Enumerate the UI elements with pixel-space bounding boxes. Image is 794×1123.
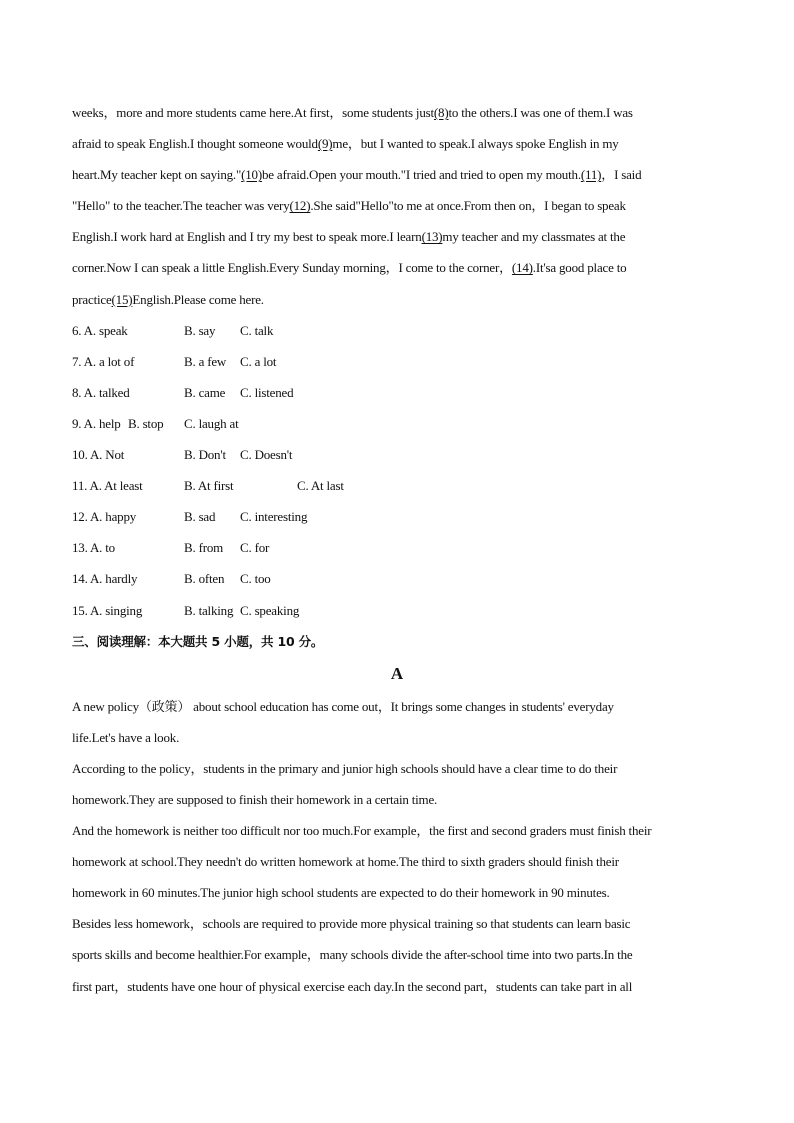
passage-text: me，but I wanted to speak.I always spoke English in my (332, 136, 619, 152)
option-a: 11. A. At least (72, 478, 143, 494)
reading-line: And the homework is neither too difficult nor too much.For example，the first and second graders must finish their (72, 823, 652, 839)
reading-line: homework in 60 minutes.The junior high school students are expected to do their homework in 90 minutes. (72, 885, 610, 901)
blank-number: (11) (580, 167, 602, 183)
blank-number: (9) (317, 136, 333, 152)
option-b: B. from (184, 540, 224, 556)
passage-line (72, 190, 722, 221)
option-b: B. stop (128, 415, 164, 431)
option-b: B. say (184, 322, 216, 338)
question-row (72, 408, 722, 439)
question-row (72, 470, 722, 501)
passage-text: to the others.I was one of them.I was (448, 105, 633, 120)
passage-line (72, 252, 722, 283)
reading-line: homework.They are supposed to finish their homework in a certain time. (72, 791, 438, 807)
question-options (72, 315, 722, 626)
passage-text: .She said"Hello"to me at once.From then on，I began to speak (310, 198, 626, 214)
passage-text: .It'sa good place to (532, 260, 627, 276)
passage-text: ，I said (601, 167, 642, 183)
option-c: C. listened (240, 384, 294, 400)
option-a: 13. A. to (72, 540, 115, 556)
blank-number: (10) (241, 167, 262, 183)
option-a: 8. A. talked (72, 384, 130, 400)
option-a: 10. A. Not (72, 447, 125, 463)
question-row (72, 563, 722, 594)
question-row (72, 439, 722, 470)
passage-line (72, 97, 722, 128)
reading-title: A (390, 663, 404, 683)
passage-text: English.Please come here. (132, 291, 264, 307)
passage-text: my teacher and my classmates at the (442, 229, 626, 245)
option-b: B. Don't (184, 447, 226, 463)
option-a: 9. A. help (72, 415, 121, 431)
option-b: B. a few (184, 353, 227, 369)
passage-text: English.I work hard at English and I try my best to speak more.I learn (72, 229, 422, 245)
document-content (72, 97, 722, 1002)
option-b: B. At first (184, 478, 234, 494)
reading-line: sports skills and become healthier.For example，many schools divide the after-school time into two parts.In the (72, 947, 633, 963)
option-c: C. laugh at (184, 415, 239, 431)
option-c: C. a lot (240, 353, 277, 369)
reading-line: first part，students have one hour of physical exercise each day.In the second part，students can take part in all (72, 978, 633, 994)
passage-text: practice (72, 291, 112, 307)
option-c: C. speaking (240, 602, 300, 618)
passage-text: corner.Now I can speak a little English.Every Sunday morning，I come to the corner， (72, 260, 512, 276)
passage-text: afraid to speak English.I thought someone would (72, 136, 318, 152)
section-heading: 三、阅读理解：本大题共 5 小题，共 10 分。 (72, 633, 324, 649)
option-c: C. too (240, 571, 271, 587)
passage-line (72, 284, 722, 315)
option-b: B. sad (184, 509, 216, 525)
blank-number: (15) (111, 291, 133, 307)
blank-number: (8) (433, 105, 449, 120)
blank-number: (14) (511, 260, 533, 276)
cloze-passage (72, 97, 722, 315)
passage-line (72, 159, 722, 190)
passage-line (72, 221, 722, 252)
option-b: B. talking (184, 602, 234, 618)
passage-text: heart.My teacher kept on saying." (72, 167, 242, 183)
option-b: B. came (184, 384, 226, 400)
passage-text: be afraid.Open your mouth."I tried and tried to open my mouth. (261, 167, 581, 183)
reading-line: According to the policy，students in the primary and junior high schools should have a clear time to do their (72, 760, 618, 776)
option-c: C. talk (240, 322, 274, 338)
option-c: C. Doesn't (240, 447, 293, 463)
option-a: 6. A. speak (72, 322, 128, 338)
reading-line: A new policy（政策） about school education has come out，It brings some changes in students' everyday (72, 698, 614, 714)
passage-text: weeks，more and more students came here.At first，some students just (72, 105, 434, 120)
reading-passage (72, 691, 722, 1002)
option-c: C. for (240, 540, 270, 556)
question-row (72, 346, 722, 377)
passage-text: "Hello" to the teacher.The teacher was very (72, 198, 290, 214)
question-row (72, 315, 722, 346)
option-a: 15. A. singing (72, 602, 143, 618)
passage-line (72, 128, 722, 159)
reading-line: life.Let's have a look. (72, 729, 180, 745)
option-c: C. interesting (240, 509, 308, 525)
blank-number: (13) (421, 229, 443, 245)
option-c: C. At last (297, 478, 344, 494)
question-row (72, 501, 722, 532)
reading-line: Besides less homework，schools are required to provide more physical training so that students can learn basic (72, 916, 631, 932)
option-a: 12. A. happy (72, 509, 137, 525)
reading-line: homework at school.They needn't do written homework at home.The third to sixth graders should finish their (72, 854, 619, 870)
question-row (72, 532, 722, 563)
option-a: 7. A. a lot of (72, 353, 135, 369)
option-b: B. often (184, 571, 225, 587)
question-row (72, 377, 722, 408)
option-a: 14. A. hardly (72, 571, 138, 587)
blank-number: (12) (289, 198, 311, 214)
question-row (72, 595, 722, 626)
